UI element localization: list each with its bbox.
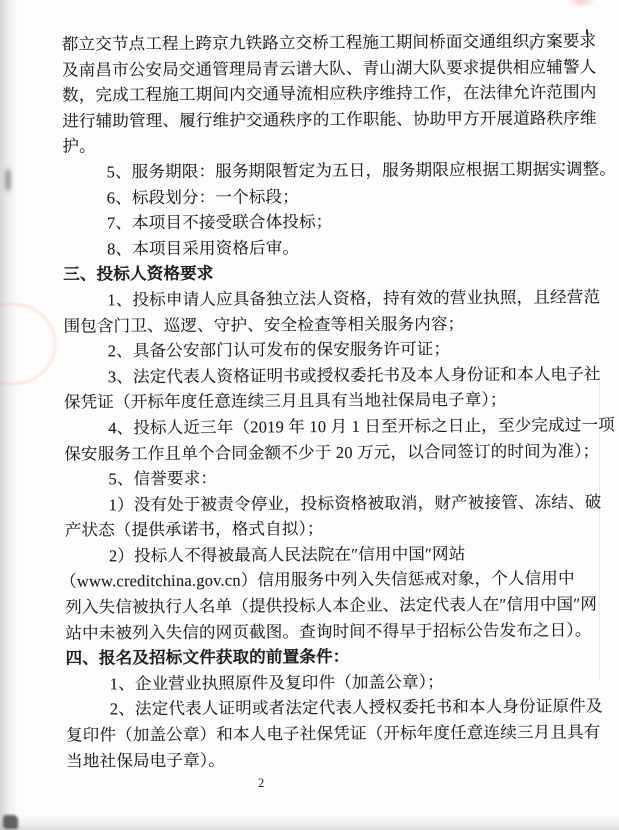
text-line: 围包含门卫、巡逻、守护、安全检查等相关服务内容； <box>63 313 465 336</box>
text-line: 数，完成工程施工期间内交通导流相应秩序维持工作，在法律允许范围内 <box>62 82 597 105</box>
document-content <box>60 28 617 774</box>
text-line: 站中未被列入失信的网页截图。查询时间不得早于招标公告发布之日）。 <box>65 620 592 643</box>
text-line: 1、企业营业执照原件及复印件（加盖公章）； <box>109 672 444 694</box>
text-line: 进行辅助管理、履行维护交通秩序的工作职能、协助甲方开展道路秩序维 <box>62 108 597 131</box>
text-line: 2）投标人不得被最高人民法院在″信用中国″网站 <box>108 544 466 566</box>
text-line: 2、具备公安部门认可发布的保安服务许可证； <box>107 339 451 361</box>
page-number: 2 <box>258 776 265 790</box>
text-line: （www.creditchina.gov.cn）信用服务中列入失信惩戒对象，个人信用中 <box>60 569 575 592</box>
text-line: 2、法定代表人证明或者法定代表人授权委托书和本人身份证原件及 <box>109 696 603 719</box>
text-line: 3、法定代表人资格证明书或授权委托书及本人身份证和本人电子社 <box>107 364 601 387</box>
text-line: 列入失信被执行人名单（提供投标人本企业、法定代表人在″信用中国″网 <box>65 594 598 617</box>
text-line: 及南昌市公安局交通管理局青云谱大队、青山湖大队要求提供相应辅警人 <box>61 57 597 80</box>
scan-edge-smudge <box>5 168 11 192</box>
text-line: 6、标段划分：一个标段； <box>106 186 299 207</box>
text-line: 产状态（提供承诺书，格式自拟）； <box>64 519 324 540</box>
text-line: 复印件（加盖公章）和本人电子社保凭证（开标年度任意连续三月且具有 <box>65 722 601 745</box>
text-line: 保凭证（开标年度任意连续三月且具有当地社保局电子章）； <box>63 390 507 412</box>
text-line: 1、投标申请人应具备独立法人资格，持有效的营业执照，且经营范 <box>107 287 601 310</box>
text-line: 都立交节点工程上跨京九铁路立交桥工程施工期间桥面交通组织方案要求 <box>61 31 597 54</box>
text-line: 8、本项目采用资格后审。 <box>107 237 300 259</box>
text-line: 当地社保局电子章）。 <box>66 750 225 771</box>
text-line: 7、本项目不接受联合体投标； <box>106 212 333 233</box>
scan-bottom-edge-shadow <box>0 814 619 830</box>
pink-stain-ring <box>0 303 56 385</box>
text-line: 5、服务期限：服务期限暂定为五日，服务期限应根据工期据实调整。 <box>106 159 617 182</box>
text-line: 5、信誉要求： <box>108 468 218 489</box>
text-line: 三、投标人资格要求 <box>63 264 214 285</box>
text-line: 1）没有处于被责令停业，投标资格被取消，财产被接管、冻结、破 <box>108 492 602 515</box>
text-line: 保安服务工作且单个合同金额不少于 20 万元，以合同签订的时间为准）； <box>64 440 600 464</box>
text-line: 4、投标人近三年（2019 年 10 月 1 日至开标之日止，至少完成过一项 <box>108 415 615 438</box>
pink-stain-top <box>566 0 596 8</box>
scan-corner-smudge <box>3 815 18 829</box>
scan-left-edge-shadow <box>0 0 24 830</box>
text-line: 护。 <box>62 136 96 157</box>
text-line: 四、报名及招标文件获取的前置条件： <box>65 647 350 668</box>
